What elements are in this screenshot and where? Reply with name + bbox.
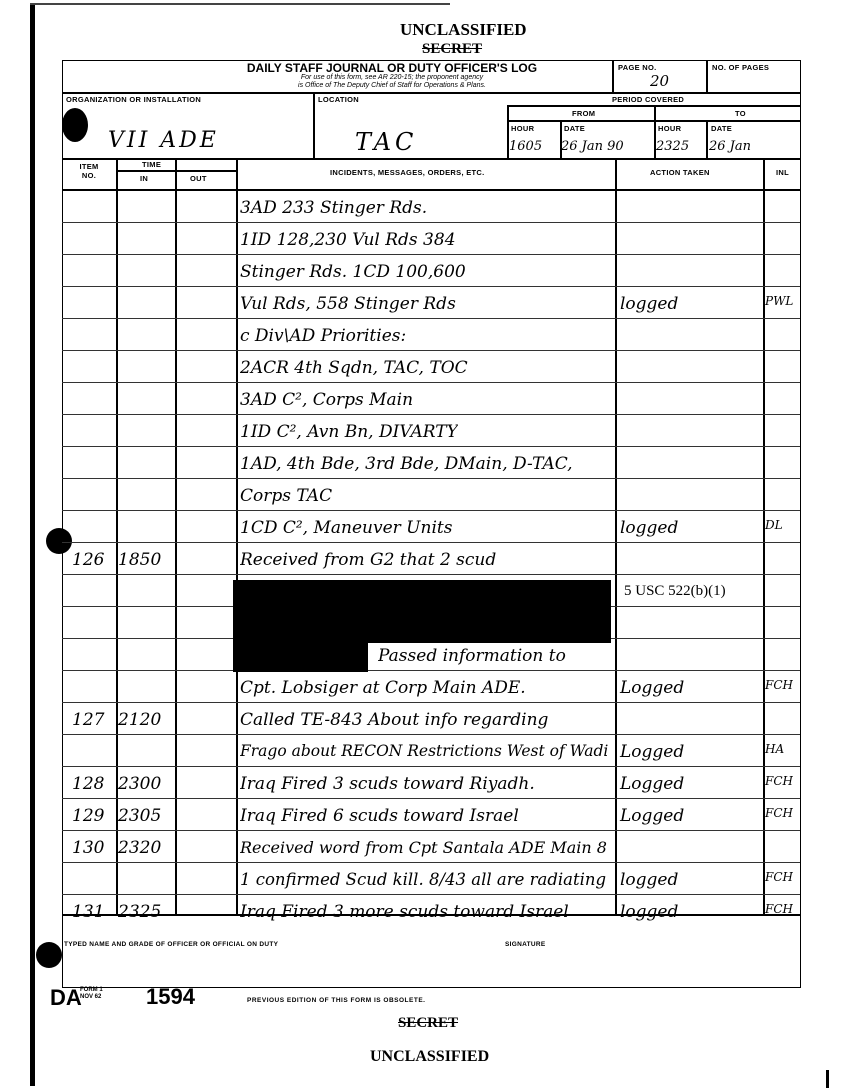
row-item-no: 128: [72, 774, 105, 794]
row-incident-text: 1CD C², Maneuver Units: [240, 518, 453, 538]
row-incident-text: Stinger Rds. 1CD 100,600: [240, 262, 466, 282]
organization-value: VII ADE: [108, 128, 219, 153]
row-time-in: 2320: [118, 838, 162, 858]
to-label: TO: [735, 109, 746, 118]
scan-border-left: [30, 4, 35, 1086]
no-of-pages-label: NO. OF PAGES: [712, 63, 770, 72]
row-incident-text: Corps TAC: [240, 486, 333, 506]
to-hour-value: 2325: [656, 139, 690, 154]
form-number: 1594: [146, 984, 195, 1009]
col-action-label: ACTION TAKEN: [650, 168, 710, 177]
exemption-stamp: 5 USC 522(b)(1): [624, 583, 726, 599]
from-hour-label: HOUR: [511, 124, 535, 133]
scan-border-top: [30, 3, 450, 5]
row-incident-text: 1ID 128,230 Vul Rds 384: [240, 230, 456, 250]
row-action-taken: logged: [620, 902, 679, 922]
row-time-in: 2120: [118, 710, 162, 730]
row-time-in: 2305: [118, 806, 162, 826]
row-incident-text: 3AD 233 Stinger Rds.: [240, 198, 428, 218]
classification-top: UNCLASSIFIED: [400, 20, 527, 39]
row-incident-text: Vul Rds, 558 Stinger Rds: [240, 294, 456, 314]
row-item-no: 129: [72, 806, 105, 826]
row-initials: FCH: [765, 774, 793, 788]
from-hour-value: 1605: [509, 139, 543, 154]
signature-label: SIGNATURE: [505, 941, 546, 948]
row-incident-text: 1ID C², Avn Bn, DIVARTY: [240, 422, 458, 442]
col-inl-label: INL: [776, 168, 789, 177]
row-incident-text: Iraq Fired 3 more scuds toward Israel: [240, 902, 569, 922]
form-da-label: DA: [50, 985, 82, 1010]
typed-name-label: TYPED NAME AND GRADE OF OFFICER OR OFFICIAL ON DUTY: [64, 941, 279, 948]
location-value: TAC: [355, 128, 418, 156]
row-time-in: 2300: [118, 774, 162, 794]
row-incident-text: 2ACR 4th Sqdn, TAC, TOC: [240, 358, 468, 378]
row-initials: DL: [765, 518, 783, 532]
page-no-label: PAGE NO.: [618, 63, 657, 72]
row-initials: FCH: [765, 902, 793, 916]
to-date-label: DATE: [711, 124, 733, 133]
row-item-no: 131: [72, 902, 105, 922]
from-label: FROM: [572, 109, 596, 118]
organization-label: ORGANIZATION OR INSTALLATION: [66, 95, 202, 104]
col-incidents-label: INCIDENTS, MESSAGES, ORDERS, ETC.: [330, 168, 485, 177]
from-date-value: 26 Jan 90: [561, 139, 624, 154]
period-covered-label: PERIOD COVERED: [612, 95, 685, 104]
row-item-no: 126: [72, 550, 105, 570]
row-initials: FCH: [765, 678, 793, 692]
row-action-taken: logged: [620, 294, 679, 314]
row-action-taken: logged: [620, 518, 679, 538]
scan-border-corner: [826, 1070, 829, 1088]
punch-hole: [36, 942, 62, 968]
col-item-label: ITEM NO.: [79, 162, 99, 180]
row-action-taken: logged: [620, 870, 679, 890]
row-action-taken: Logged: [620, 742, 685, 762]
row-item-no: 127: [72, 710, 105, 730]
row-time-in: 2325: [118, 902, 162, 922]
row-initials: HA: [765, 742, 785, 756]
row-incident-text: 1AD, 4th Bde, 3rd Bde, DMain, D-TAC,: [240, 454, 573, 474]
location-label: LOCATION: [318, 95, 360, 104]
form-edition-label: FORM 1 NOV 62: [80, 987, 103, 1000]
classification-bottom: UNCLASSIFIED: [370, 1048, 490, 1065]
row-incident-text: Received from G2 that 2 scud: [240, 550, 497, 570]
row-incident-text: Iraq Fired 3 scuds toward Riyadh.: [240, 774, 535, 794]
row-action-taken: Logged: [620, 678, 685, 698]
to-date-value: 26 Jan: [709, 139, 752, 154]
row-incident-text: Frago about RECON Restrictions West of Wadi: [240, 742, 609, 760]
page-no-value: 20: [650, 72, 670, 90]
row-initials: PWL: [765, 294, 794, 308]
previous-edition-note: PREVIOUS EDITION OF THIS FORM IS OBSOLETE.: [247, 997, 426, 1004]
row-incident-text: Received word from Cpt Santala ADE Main 8: [240, 838, 607, 857]
redaction-block: [233, 580, 611, 643]
form-title: DAILY STAFF JOURNAL OR DUTY OFFICER'S LOG: [246, 61, 538, 75]
row-incident-text: Called TE-843 About info regarding: [240, 710, 549, 730]
row-time-in: 1850: [118, 550, 162, 570]
from-date-label: DATE: [564, 124, 586, 133]
col-out-label: OUT: [190, 174, 207, 183]
to-hour-label: HOUR: [658, 124, 682, 133]
col-in-label: IN: [140, 174, 149, 183]
col-time-label: TIME: [142, 160, 162, 169]
row-initials: FCH: [765, 806, 793, 820]
row-incident-text: 3AD C², Corps Main: [240, 390, 414, 410]
row-item-no: 130: [72, 838, 105, 858]
form-subtitle-1: For use of this form, see AR 220-15; the proponent agency: [300, 74, 484, 81]
redaction-block: [233, 642, 368, 672]
secret-marking-bottom: SECRET: [398, 1015, 459, 1031]
row-initials: FCH: [765, 870, 793, 884]
row-incident-text: Cpt. Lobsiger at Corp Main ADE.: [240, 678, 526, 698]
secret-marking-top: SECRET: [422, 41, 483, 57]
form-subtitle-2: is Office of The Deputy Chief of Staff for Operations & Plans.: [298, 82, 486, 89]
row-incident-text: c Div\AD Priorities:: [240, 326, 407, 346]
row-action-taken: Logged: [620, 806, 685, 826]
row-incident-text: Iraq Fired 6 scuds toward Israel: [240, 806, 519, 826]
row-action-taken: Logged: [620, 774, 685, 794]
row-incident-text: Passed information to: [378, 646, 566, 666]
row-incident-text: 1 confirmed Scud kill. 8/43 all are radiating: [240, 870, 607, 889]
